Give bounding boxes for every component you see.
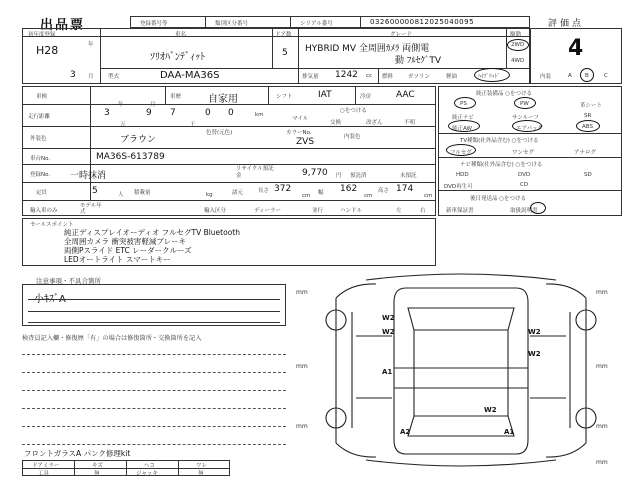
mileage-sen: 千 [190, 122, 196, 128]
inspection-label: 車検 [36, 94, 48, 100]
interior-color-label: 内装色 [344, 134, 361, 140]
notes-value: 小ｷｽﾞA [34, 294, 66, 305]
car-diagram [296, 268, 626, 474]
equip-ps: PS [460, 101, 467, 107]
equip-navi: 純正ナビ [452, 115, 475, 121]
height-label: 高さ [378, 188, 390, 194]
legend-v1: 工具 [38, 471, 50, 477]
interior-label: 内装 [540, 74, 552, 80]
load-unit: kg [206, 192, 213, 198]
reg-expiry-label: 登録No. [30, 172, 51, 178]
legend-v3: ジャッキ [136, 471, 158, 477]
fuel-label: 燃料 [382, 74, 394, 80]
damage-mark-5: A1 [382, 368, 393, 376]
nav-title: ナビ種類(社外品含む) ○をつける [460, 162, 543, 168]
interior-a: A [568, 73, 572, 79]
equip-aw: 純正AW [452, 126, 472, 132]
capacity-label: 定員 [36, 190, 48, 196]
import-label: 輸入車のみ [30, 208, 58, 214]
exterior-color-value: ブラウン [120, 135, 157, 145]
car-name-label: 車名 [175, 32, 187, 38]
score-label: 評価点 [548, 19, 585, 29]
inspection-month: 月 [150, 102, 156, 108]
meter-unknown: 不明 [404, 120, 416, 126]
color-code-label: 色替(元色) [206, 130, 233, 136]
manual-label: 取扱説明書 [510, 208, 538, 214]
equip-abs: ABS [582, 124, 593, 130]
mileage-digit-2: 9 [146, 108, 152, 118]
mileage-digit-4: 0 [205, 108, 211, 118]
usage-label: 車歴 [170, 94, 182, 100]
interior-c: C [604, 73, 608, 79]
shift-value: IAT [318, 90, 332, 100]
seller-no-label: 登録番号等 [140, 21, 168, 27]
displacement-unit: cc [366, 73, 373, 79]
model-year-label: モデル年式 [80, 203, 102, 215]
mm-label-4: mm [596, 363, 608, 370]
dealer-label: ディーラー [254, 208, 282, 214]
fuel-light: 軽油 [446, 74, 458, 80]
damage-mark-8: A1 [504, 428, 515, 436]
damage-mark-2: W2 [382, 328, 395, 336]
mm-label-3: mm [296, 363, 308, 370]
class-no-label: 類別区分番号 [215, 21, 249, 27]
car-name-value: ｿﾘｵﾊﾞﾝﾃﾞｨｯﾄ [150, 52, 205, 63]
warranty-label: 新車保証書 [446, 208, 474, 214]
height-unit: cm [424, 193, 433, 199]
handle-right: 右 [420, 208, 426, 214]
tv-fullseg: フルセグ [450, 150, 472, 156]
interior-b: B [585, 73, 589, 79]
drive-4wd: 4WD [511, 58, 525, 64]
sales-point-line-2: 全周囲カメラ 衝突被害軽減ブレーキ [64, 237, 187, 246]
first-reg-year: H28 [36, 44, 59, 57]
recycle-label: リサイクル預託金 [236, 166, 274, 179]
grade-line1: HYBRID MV 全周囲ｶﾒﾗ 両側電 [305, 44, 430, 54]
width-label: 幅 [318, 190, 324, 196]
windshield-note: フロントガラスA パンク修理kit [24, 449, 131, 458]
mileage-unit: km [255, 112, 264, 118]
notes-title: 注意事項・不具合箇所 [36, 277, 101, 285]
length-label: 長さ [258, 188, 270, 194]
tv-oneseg: ワンセグ [512, 150, 535, 156]
legend-h1: ドアミラー [32, 463, 60, 469]
damage-mark-4: W2 [528, 350, 541, 358]
legend-v2: 無 [94, 471, 100, 477]
month-unit: 月 [88, 74, 94, 80]
damage-mark-6: W2 [484, 406, 497, 414]
dims-label: 諸元 [232, 190, 244, 196]
dvd-playable: DVD再生可 [444, 184, 473, 190]
mileage-digit-5: 0 [228, 108, 234, 118]
year-unit: 年 [88, 42, 94, 48]
first-reg-label: 初年度登録 [28, 32, 56, 38]
reg-expiry-value: 一時抹消 [70, 171, 107, 181]
legend-v4: 無 [198, 471, 204, 477]
model-value: DAA-MA36S [160, 70, 220, 81]
legend-h3: ヘコ [144, 463, 156, 469]
first-reg-month: 3 [70, 70, 76, 80]
width-unit: cm [364, 193, 373, 199]
recycle-unit: 円 [336, 173, 342, 179]
handle-label: ハンドル [340, 208, 363, 214]
equip-airbag: エアバッグ [516, 126, 544, 132]
meter-label: マイル [292, 116, 309, 122]
damage-mark-1: W2 [382, 314, 395, 322]
mileage-man: 万 [120, 122, 126, 128]
meter-tamper: 改ざん [366, 120, 383, 126]
ac-value: AAC [396, 90, 415, 100]
capacity-value: 5 [92, 186, 98, 196]
sales-point-line-3: 両側Pスライド ETC レーダークルーズ [64, 246, 192, 255]
grade-label: グレード [390, 32, 413, 38]
inspection-year: 年 [118, 102, 124, 108]
length-value: 372 [274, 184, 292, 194]
nav-hdd: HDD [456, 172, 469, 178]
serial-label: シリアル番号 [300, 21, 333, 27]
model-label: 型式 [108, 74, 120, 80]
sales-point-line-1: 純正ディスプレイオーディオ フルセグTV Bluetooth [64, 228, 240, 237]
parallel-label: 並行 [312, 208, 324, 214]
tv-analog: アナログ [574, 150, 597, 156]
usage-value: 自家用 [208, 94, 238, 105]
legend-h2: キズ [92, 463, 103, 469]
damage-mark-7: A2 [400, 428, 411, 436]
ac-label: 冷房 [360, 94, 372, 100]
inspector-title: 検査員記入欄・修復歴「有」の場合は修復箇所・交換箇所を記入 [22, 335, 202, 342]
capacity-unit: 人 [118, 192, 124, 198]
doors-value: 5 [282, 48, 288, 58]
color-no-value: ZVS [296, 137, 315, 147]
fuel-gasoline: ガソリン [408, 74, 431, 80]
sales-point-line-4: LEDオートライト スマートキー [64, 255, 171, 264]
chassis-label: 車台No. [30, 156, 51, 162]
mm-label-5: mm [296, 423, 308, 430]
recycle-unpaid: 未預託 [400, 173, 417, 179]
mm-label-7: mm [596, 459, 608, 466]
handle-left: 左 [396, 208, 402, 214]
damage-mark-3: W2 [528, 328, 541, 336]
import-cat-label: 輸入区分 [204, 208, 227, 214]
color-no-label: カラーNo. [286, 130, 312, 136]
equip-leather: 革シート [580, 103, 603, 109]
page-title: 出品票 [40, 18, 86, 33]
tv-title: TV種類(社外品含む) ○をつける [460, 138, 539, 144]
equipment-title: 純正装備品 ○をつける [476, 91, 533, 97]
displacement-value: 1242 [335, 70, 358, 80]
cd-label: CD [520, 182, 529, 188]
mm-label-2: mm [596, 289, 608, 296]
score-value: 4 [568, 36, 584, 61]
nav-dvd: DVD [518, 172, 531, 178]
mm-label-6: mm [596, 423, 608, 430]
mileage-digit-1: 3 [104, 108, 110, 118]
recycle-paid: 預託済 [350, 173, 367, 179]
drive-2wd: 2WD [511, 42, 525, 48]
equip-sr: SR [584, 113, 592, 119]
chassis-value: MA36S-613789 [96, 152, 165, 162]
displacement-label: 排気量 [302, 74, 319, 80]
mm-label-1: mm [296, 289, 308, 296]
drive-label: 駆動 [510, 32, 522, 38]
meter-change: 交換 [330, 120, 342, 126]
shift-label: シフト [276, 94, 293, 100]
nav-sd: SD [584, 172, 592, 178]
fuel-hybrid: ﾊｲﾌﾞﾘｯﾄﾞ [478, 74, 501, 80]
exterior-color-label: 外装色 [30, 136, 47, 142]
height-value: 174 [396, 184, 414, 194]
width-value: 162 [340, 184, 358, 194]
serial-value: 032600000812025040095 [370, 18, 475, 26]
equip-pw: PW [520, 101, 529, 107]
equip-sunroof: サンルーフ [512, 115, 539, 121]
meter-hint: ○をつける [340, 108, 367, 114]
mileage-digit-3: 7 [170, 108, 176, 118]
grade-line2: 動 ﾌﾙｾｸﾞTV [395, 56, 442, 66]
load-label: 積載量 [134, 190, 151, 196]
length-unit: cm [302, 193, 311, 199]
legend-h4: ワレ [196, 463, 208, 469]
sales-point-title: セールスポイント [30, 222, 74, 228]
doors-label: ドア数 [275, 32, 292, 38]
later-title: 後日発送品 ○をつける [470, 196, 527, 202]
recycle-value: 9,770 [302, 168, 328, 178]
mileage-label: 走行距離 [28, 114, 51, 120]
